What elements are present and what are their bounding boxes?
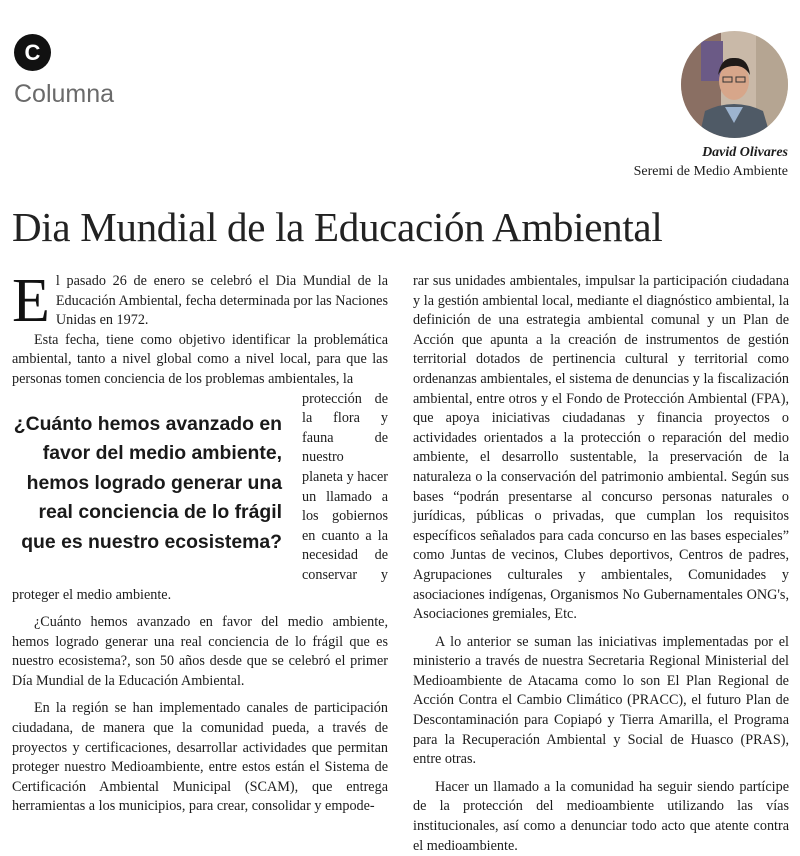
author-name: David Olivares xyxy=(702,145,788,160)
pullquote: ¿Cuánto hemos avanzado en favor del medio ambiente, hemos logrado generar una real conciencia de lo frágil que es nuestro ecosistema? xyxy=(13,412,282,553)
paragraph-5: rar sus unidades ambientales, impulsar la participación ciudadana y la gestión ambiental local, mediante el diagnóstico ambiental, la definición de una estrategia ambiental comunal y un Plan de Acción que apunta a la creación de instrumentos de gestión territorial dotados de pertinencia cultural y territorial como ordenanzas ambientales, el sistema de denuncias y la fiscalización ambiental, entre otros y el Fondo de Protección Ambiental (FPA), que apoya iniciativas ciudadanas y financia proyectos o actividades orientados a la protección o reparación del medio ambiente, el desarrollo sustentable, la preservación de la naturaleza o la conservación del patrimonio ambiental. Según sus bases “podrán presentarse al concurso personas naturales o jurídicas, públicas o privadas, que cumplan los requisitos específicos señalados para cada concurso en las bases especiales” como Juntas de vecinos, Clubes deportivos, Centros de padres, Agrupaciones culturales y ambientales, Comunidades y asociaciones indígenas, Organismos No Gubernamentales ONG's, Asociaciones gremiales, Etc. xyxy=(413,273,789,623)
article-headline: Dia Mundial de la Educación Ambiental xyxy=(12,204,663,250)
author-portrait-icon xyxy=(681,31,788,138)
author-photo xyxy=(681,31,788,138)
paragraph-2a: Esta fecha, tiene como objetivo identificar la problemática ambiental, tanto a nivel global como a nivel local, para que las personas tomen conciencia de los problemas ambientales, la xyxy=(12,331,388,387)
drop-cap: E xyxy=(12,267,50,335)
paragraph-4: En la región se han implementado canales de participación ciudadana, de manera que la comunidad pueda, a través de proyectos y certificaciones, desarrollar actividades que permitan proteger nuestro Medioambiente, entre estos están el Sistema de Certificación Ambiental Municipal (SCAM), que entrega herramientas a los municipios, para crear, consolidar y empode- xyxy=(12,700,388,815)
author-role: Seremi de Medio Ambiente xyxy=(633,164,788,179)
article-column-right xyxy=(413,272,789,856)
paragraph-2b: protección de la flora y fauna de nuestro planeta y hacer un llamado a los gobiernos en cuanto a la necesidad de conservar y proteger el medio ambiente. xyxy=(12,390,388,603)
article-column-left xyxy=(12,267,388,817)
paragraph-3: ¿Cuánto hemos avanzado en favor del medio ambiente, hemos logrado generar una real conciencia de lo frágil que es nuestro ecosistema?, son 50 años desde que se celebró el primer Día Mundial de la Educación Ambiental. xyxy=(12,614,388,689)
paragraph-6: A lo anterior se suman las iniciativas implementadas por el ministerio a través de nuestra Secretaria Regional Ministerial del Medioambiente de Atacama como lo son El Plan Regional de Acción Contra el Cambio Climático (PRACC), el futuro Plan de Descontaminación para Copiapó y Tierra Amarilla, el Programa para la Recuperación Ambiental y Social de Huasco (PRAS), entre otras. xyxy=(413,633,789,768)
intro-text: l pasado 26 de enero se celebró el Dia Mundial de la Educación Ambiental, fecha determinada por las Naciones Unidas en 1972. xyxy=(55,273,388,329)
paragraph-7: Hacer un llamado a la comunidad ha seguir siendo partícipe de la protección del medioambiente utilizando las vías institucionales, así como a denunciar todo acto que atente contra el medioambiente. xyxy=(413,778,789,854)
intro-paragraph xyxy=(12,267,388,335)
column-logo-icon: C xyxy=(14,34,51,71)
section-label: Columna xyxy=(14,80,115,108)
pullquote-block xyxy=(12,390,388,606)
